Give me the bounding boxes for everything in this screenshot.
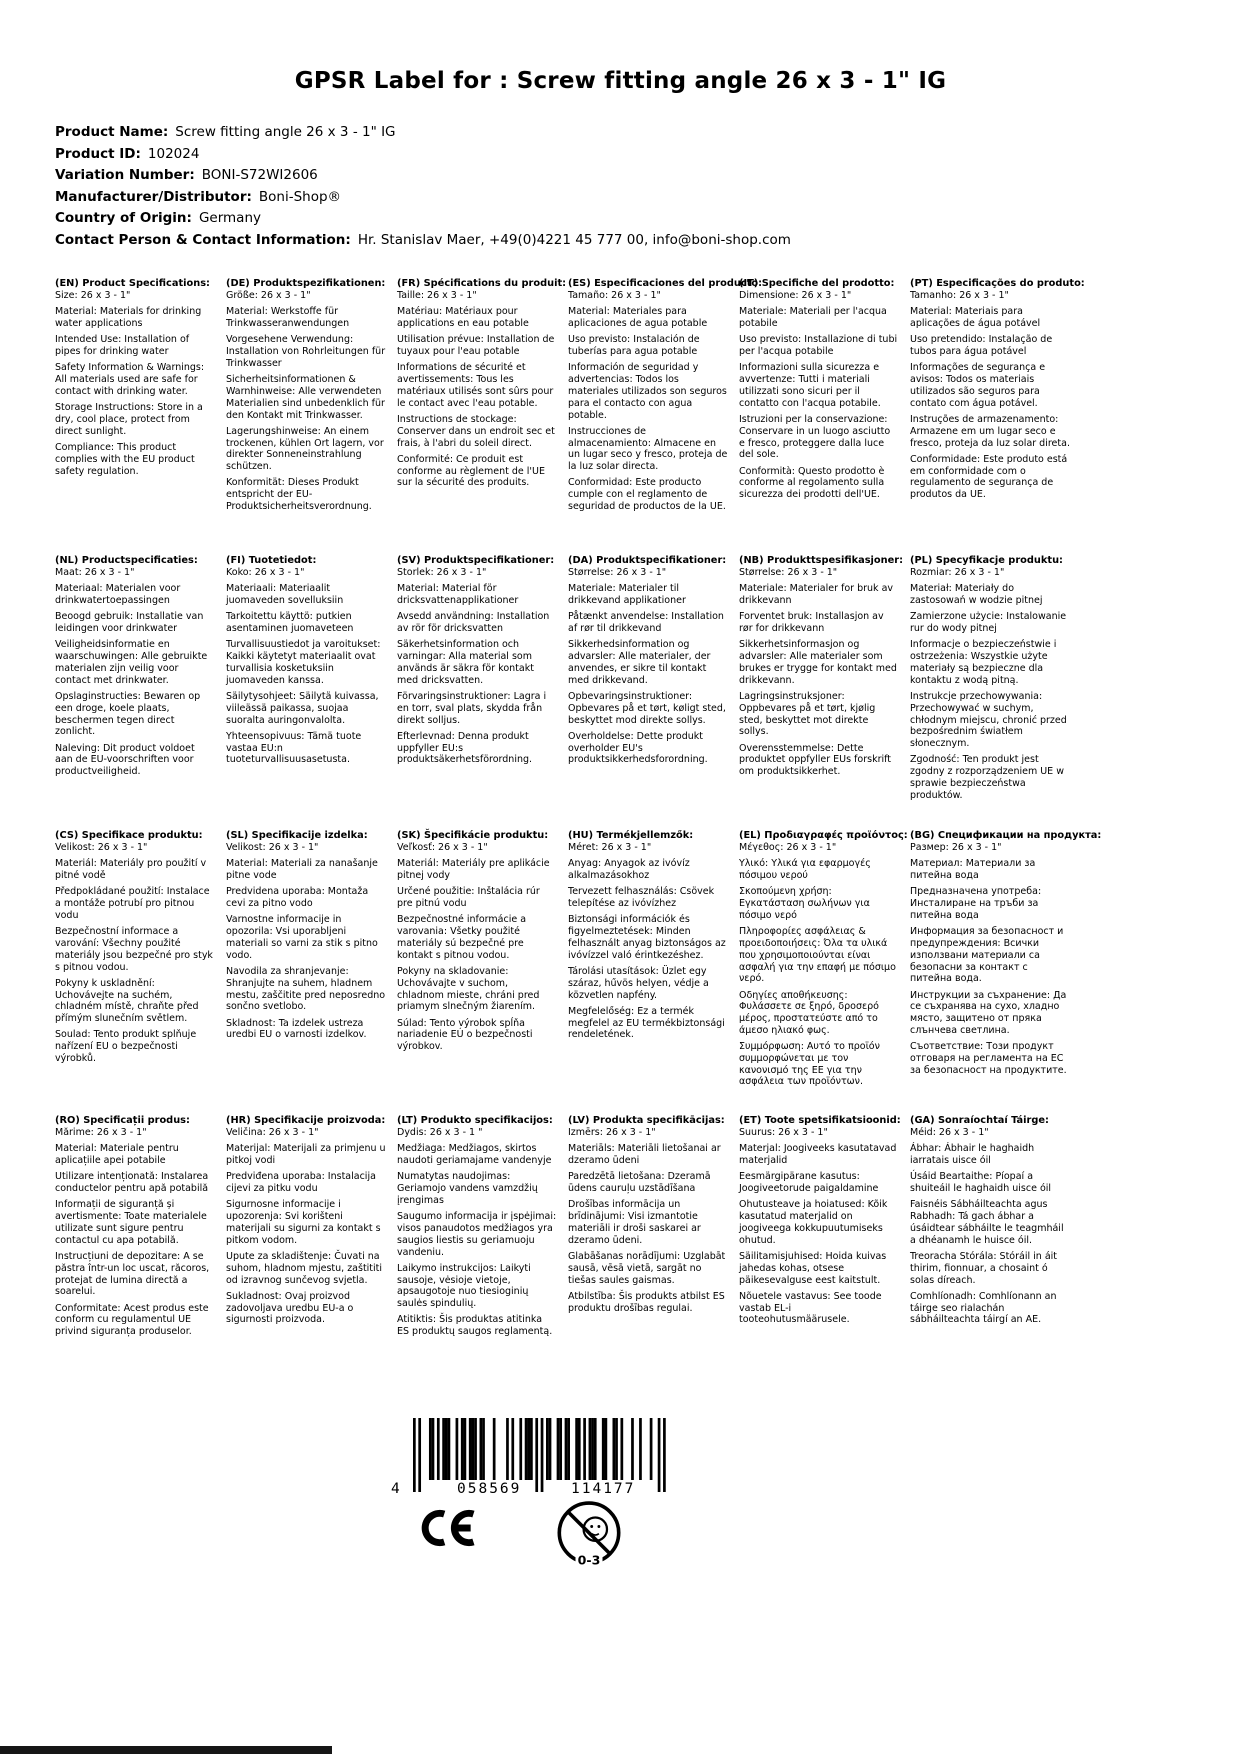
spec-paragraph: Materiāls: Materiāli lietošanai ar dzeramo ūdeni [568,1143,721,1167]
spec-paragraph: Méid: 26 x 3 - 1" [910,1127,989,1139]
spec-section-da [568,555,728,830]
spec-paragraph: Dimensione: 26 x 3 - 1" [739,290,852,302]
spec-paragraph: Instrukcje przechowywania: Przechowywać w suchym, chłodnym miejscu, chronić przed bezpośrednim światłem słonecznym. [910,691,1067,750]
spec-paragraph: Predvidena uporaba: Montaža cevi za pitno vodo [226,886,369,910]
spec-section-it [739,278,899,555]
spec-paragraph: Sikkerhedsinformation og advarsler: Alle materialer, der anvendes, er sikre til kontakt med drikkevand. [568,639,711,686]
spec-heading: (LV) Produkta specifikācijas: [568,1115,725,1126]
spec-heading: (EN) Product Specifications: [55,278,210,289]
spec-paragraph: Úsáid Beartaithe: Píopaí a shuiteáil le haghaidh uisce óil [910,1171,1052,1195]
product-info-row [55,144,955,166]
product-info-row [55,122,955,144]
spec-heading: (DA) Produktspecifikationer: [568,555,727,566]
spec-paragraph: Veľkosť: 26 x 3 - 1" [397,842,488,854]
ean13-barcode [391,1418,666,1497]
age-warning-0-3-icon [553,1494,625,1590]
spec-heading: (ES) Especificaciones del producto: [568,278,763,289]
spec-paragraph: Ábhar: Ábhair le haghaidh iarratais uisce óil [910,1143,1035,1167]
spec-paragraph: Anyag: Anyagok az ivóvíz alkalmazásokhoz [568,858,690,882]
spec-paragraph: Σκοπούμενη χρήση: Εγκατάσταση σωλήνων για πόσιμο νερό [739,886,870,921]
spec-paragraph: Istruzioni per la conservazione: Conservare in un luogo asciutto e fresco, proteggere dalla luce del sole. [739,414,891,461]
spec-section-bg [910,830,1102,1115]
spec-paragraph: Mărime: 26 x 3 - 1" [55,1127,147,1139]
svg-text:0-3: 0-3 [577,1552,601,1568]
spec-paragraph: Größe: 26 x 3 - 1" [226,290,311,302]
product-info-label: Product ID: [55,145,141,162]
spec-paragraph: Opbevaringsinstruktioner: Opbevares på et tørt, køligt sted, beskyttet mod direkte sollys. [568,691,726,726]
spec-paragraph: Pokyny na skladovanie: Uchovávajte v suchom, chladnom mieste, chráni pred priamym slnečným žiarením. [397,966,540,1013]
spec-paragraph: Megfelelőség: Ez a termék megfelel az EU termékbiztonsági rendeletének. [568,1005,725,1041]
spec-section-et [739,1115,899,1338]
spec-heading: (EL) Προδιαγραφές προϊόντος: [739,830,908,841]
spec-paragraph: Förvaringsinstruktioner: Lagra i en torr, sval plats, skydda från direkt solljus. [397,691,547,726]
scan-edge-artifact [0,1746,332,1754]
spec-paragraph: Medžiaga: Medžiagos, skirtos naudoti geriamajame vandenyje [397,1143,552,1167]
spec-section-ga [910,1115,1070,1338]
spec-paragraph: Bezpečnostní informace a varování: Všechny použité materiály jsou bezpečné pro styk s pitnou vodou. [55,926,213,973]
spec-section-ro [55,1115,215,1338]
spec-heading: (LT) Produkto specifikacijos: [397,1115,553,1126]
spec-paragraph: Size: 26 x 3 - 1" [55,290,131,302]
spec-paragraph: Съответствие: Този продукт отговаря на регламента на ЕС за безопасност на продуктите. [910,1041,1067,1076]
spec-paragraph: Nõuetele vastavus: See toode vastab EL-i tooteohutusmäärusele. [739,1290,882,1326]
spec-paragraph: Предназначена употреба: Инсталиране на тръби за питейна вода [910,886,1042,921]
spec-paragraph: Материал: Материали за питейна вода [910,858,1036,882]
spec-paragraph: Informazioni sulla sicurezza e avvertenze: Tutti i materiali utilizzati sono sicuri per il contatto con l'acqua potabile. [739,362,881,409]
spec-paragraph: Určené použitie: Inštalácia rúr pre pitnú vodu [397,886,540,910]
spec-paragraph: Glabāšanas norādījumi: Uzglabāt sausā, vēsā vietā, sargāt no tiešas saules gaismas. [568,1251,726,1286]
product-info-value: BONI-S72WI2606 [201,167,318,183]
spec-paragraph: Soulad: Tento produkt splňuje nařízení EU o bezpečnosti výrobků. [55,1029,197,1064]
spec-paragraph: Eesmärgipärane kasutus: Joogiveetorude paigaldamine [739,1171,879,1195]
spec-paragraph: Instructions de stockage: Conserver dans un endroit sec et frais, à l'abri du soleil direct. [397,414,555,449]
spec-paragraph: Conformité: Ce produit est conforme au règlement de l'UE sur la sécurité des produits. [397,453,545,489]
spec-paragraph: Storage Instructions: Store in a dry, cool place, protect from direct sunlight. [55,402,203,437]
spec-paragraph: Material: Materials for drinking water applications [55,306,202,330]
spec-paragraph: Sukladnost: Ovaj proizvod zadovoljava uredbu EU-a o sigurnosti proizvoda. [226,1290,354,1326]
spec-heading: (CS) Specifikace produktu: [55,830,203,841]
spec-paragraph: Laikymo instrukcijos: Laikyti sausoje, vėsioje vietoje, apsaugotoje nuo tiesioginių saulės spindulių. [397,1262,531,1310]
spec-paragraph: Materiaal: Materialen voor drinkwatertoepassingen [55,583,181,607]
spec-paragraph: Säilytysohjeet: Säilytä kuivassa, viileässä paikassa, suojaa suoralta auringonvalolta. [226,691,379,726]
spec-paragraph: Conformità: Questo prodotto è conforme al regolamento sulla sicurezza dei prodotti dell'UE. [739,465,885,501]
spec-paragraph: Rozmiar: 26 x 3 - 1" [910,567,1005,579]
ce-mark-icon [415,1508,479,1552]
spec-paragraph: Forventet bruk: Installasjon av rør for drikkevann [739,611,884,635]
spec-paragraph: Material: Materiale pentru aplicațiile apei potabile [55,1143,179,1167]
spec-paragraph: Dydis: 26 x 3 - 1 " [397,1127,483,1139]
spec-paragraph: Instrucciones de almacenamiento: Almacene en un lugar seco y fresco, proteja de la luz solar directa. [568,425,728,473]
spec-paragraph: Upute za skladištenje: Čuvati na suhom, hladnom mjestu, zaštititi od izravnog sunčevog svjetla. [226,1251,383,1286]
spec-paragraph: Materjal: Joogiveeks kasutatavad materjalid [739,1143,897,1167]
spec-heading: (SL) Specifikacije izdelka: [226,830,368,841]
spec-paragraph: Sikkerhetsinformasjon og advarsler: Alle materialer som brukes er trygge for kontakt med drikkevann. [739,639,897,686]
spec-paragraph: Conformidad: Este producto cumple con el reglamento de seguridad de productos de la UE. [568,477,726,512]
product-info-value: Germany [198,210,261,226]
product-info-value: 102024 [147,145,200,162]
spec-paragraph: Velikost: 26 x 3 - 1" [226,842,319,854]
spec-paragraph: Materiał: Materiały do zastosowań w wodzie pitnej [910,583,1043,607]
spec-heading: (NL) Productspecificaties: [55,555,198,566]
spec-paragraph: Numatytas naudojimas: Geriamojo vandens vamzdžių įrengimas [397,1171,538,1206]
product-info-value: Hr. Stanislav Maer, +49(0)4221 45 777 00, info@boni-shop.com [357,231,791,248]
spec-paragraph: Material: Material för dricksvattenapplikationer [397,583,519,607]
spec-paragraph: Konformität: Dieses Produkt entspricht der EU-Produktsicherheitsverordnung. [226,477,372,512]
product-info-row [55,230,955,252]
spec-paragraph: Zamierzone użycie: Instalowanie rur do wody pitnej [910,611,1067,635]
spec-paragraph: Размер: 26 x 3 - 1" [910,842,1002,854]
spec-paragraph: Paredzētā lietošana: Dzeramā ūdens cauruļu uzstādīšana [568,1171,711,1195]
spec-heading: (FI) Tuotetiedot: [226,555,317,566]
spec-paragraph: Izmērs: 26 x 3 - 1" [568,1127,656,1139]
spec-paragraph: Tervezett felhasználás: Csövek telepítése az ivóvízhez [568,886,715,910]
spec-section-sv [397,555,557,830]
product-info-label: Country of Origin: [55,210,192,226]
spec-section-hr [226,1115,386,1338]
spec-section-es [568,278,763,555]
spec-paragraph: Navodila za shranjevanje: Shranjujte na suhem, hladnem mestu, zaščitite pred neposredno sončno svetlobo. [226,966,386,1013]
spec-paragraph: Material: Materiali za nanašanje pitne vode [226,858,378,882]
spec-paragraph: Materiaali: Materiaalit juomaveden sovelluksiin [226,583,344,607]
spec-paragraph: Bezpečnostné informácie a varovania: Všetky použité materiály sú bezpečné pre kontakt s pitnou vodou. [397,914,527,961]
spec-paragraph: Overholdelse: Dette produkt overholder EU's produktsikkerhedsforordning. [568,730,708,766]
spec-paragraph: Materiál: Materiály pre aplikácie pitnej vody [397,858,550,882]
spec-paragraph: Tarkoitettu käyttö: putkien asentaminen juomaveteen [226,611,354,635]
product-info-value: Screw fitting angle 26 x 3 - 1" IG [175,124,396,140]
spec-heading: (GA) Sonraíochtaí Táirge: [910,1115,1049,1126]
spec-paragraph: Tamanho: 26 x 3 - 1" [910,290,1009,302]
spec-paragraph: Οδηγίες αποθήκευσης: Φυλάσσετε σε ξηρό, δροσερό μέρος, προστατεύστε από το άμεσο ηλιακό φως. [739,989,879,1036]
spec-paragraph: Varnostne informacije in opozorila: Vsi uporabljeni materiali so varni za stik s pitno vodo. [226,914,378,961]
spec-paragraph: Инструкции за съхранение: Да се съхранява на сухо, хладно място, защитено от пряка слънчева светлина. [910,989,1067,1036]
spec-paragraph: Säilitamisjuhised: Hoida kuivas jahedas kohas, otsese päikesevalguse eest kaitstult. [739,1251,887,1286]
spec-heading: (SK) Špecifikácie produktu: [397,830,549,841]
spec-paragraph: Storlek: 26 x 3 - 1" [397,567,487,579]
spec-paragraph: Maat: 26 x 3 - 1" [55,567,135,579]
spec-heading: (RO) Specificații produs: [55,1115,190,1126]
page-title: GPSR Label for : Screw fitting angle 26 x 3 - 1" IG [294,68,947,94]
spec-paragraph: Compliance: This product complies with the EU product safety regulation. [55,442,195,477]
spec-paragraph: Atitiktis: Šis produktas atitinka ES produktų saugos reglamentą. [397,1314,553,1338]
spec-paragraph: Instruções de armazenamento: Armazene em um lugar seco e fresco, proteja da luz solar direta. [910,414,1070,449]
spec-heading: (NB) Produkttspesifikasjoner: [739,555,903,566]
spec-paragraph: Biztonsági információk és figyelmeztetések: Minden felhasznált anyag biztonságos az ivóvízzel való érintkezéshez. [568,914,726,961]
spec-paragraph: Suurus: 26 x 3 - 1" [739,1127,828,1139]
spec-section-en [55,278,215,555]
spec-paragraph: Taille: 26 x 3 - 1" [397,290,477,302]
spec-section-sl [226,830,386,1115]
spec-paragraph: Materiale: Materiali per l'acqua potabile [739,306,887,330]
spec-section-pt [910,278,1085,555]
spec-paragraph: Materiál: Materiály pro použití v pitné vodě [55,858,207,882]
spec-paragraph: Størrelse: 26 x 3 - 1" [739,567,838,579]
spec-paragraph: Påtænkt anvendelse: Installation af rør til drikkevand [568,611,724,635]
product-info-row [55,165,955,187]
spec-paragraph: Naleving: Dit product voldoet aan de EU-voorschriften voor productveiligheid. [55,742,195,778]
spec-paragraph: Předpokládané použití: Instalace a montáže potrubí pro pitnou vodu [55,886,210,921]
spec-paragraph: Materiale: Materialer til drikkevand applikationer [568,583,686,607]
spec-paragraph: Comhlíonadh: Comhlíonann an táirge seo rialachán sábháilteachta táirgí an AE. [910,1290,1057,1326]
product-info-row [55,208,955,230]
spec-paragraph: Beoogd gebruik: Installatie van leidingen voor drinkwater [55,611,204,635]
spec-paragraph: Instrucțiuni de depozitare: A se păstra într-un loc uscat, răcoros, protejat de lumina directă a soarelui. [55,1251,210,1298]
spec-paragraph: Conformitate: Acest produs este conform cu regulamentul UE privind siguranța produselor. [55,1302,209,1338]
spec-paragraph: Veiligheidsinformatie en waarschuwingen: Alle gebruikte materialen zijn veilig voor contact met drinkwater. [55,639,208,686]
product-info-label: Manufacturer/Distributor: [55,188,252,205]
spec-section-lt [397,1115,557,1338]
spec-section-de [226,278,386,555]
spec-paragraph: Lagerungshinweise: An einem trockenen, kühlen Ort lagern, vor direkter Sonneneinstrahlung schützen. [226,425,384,473]
spec-paragraph: Utilisation prévue: Installation de tuyaux pour l'eau potable [397,334,555,358]
spec-paragraph: Sigurnosne informacije i upozorenja: Svi korišteni materijali su sigurni za kontakt s pitkom vodom. [226,1199,381,1246]
spec-paragraph: Uso pretendido: Instalação de tubos para água potável [910,334,1053,358]
barcode-digit-left: 4 [391,1481,400,1497]
product-info-value: Boni-Shop® [258,188,342,205]
spec-heading: (ET) Toote spetsifikatsioonid: [739,1115,901,1126]
spec-section-cs [55,830,215,1115]
spec-paragraph: Safety Information & Warnings: All materials used are safe for contact with drinking water. [55,362,205,397]
spec-paragraph: Intended Use: Installation of pipes for drinking water [55,334,190,358]
spec-heading: (HU) Termékjellemzők: [568,830,694,841]
spec-paragraph: Saugumo informacija ir įspėjimai: visos panaudotos medžiagos yra saugios liestis su geriamuoju vandeniu. [397,1211,557,1258]
spec-paragraph: Materiale: Materialer for bruk av drikkevann [739,583,894,607]
product-info-label: Contact Person & Contact Information: [55,231,351,248]
barcode-digit-group1: 058569 [457,1481,522,1497]
spec-paragraph: Πληροφορίες ασφάλειας & προειδοποιήσεις: Όλα τα υλικά που χρησιμοποιούνται είναι ασφαλή για την επαφή με πόσιμο νερό. [739,926,896,985]
spec-paragraph: Méret: 26 x 3 - 1" [568,842,652,854]
spec-section-pl [910,555,1070,830]
spec-paragraph: Informații de siguranță și avertismente: Toate materialele utilizate sunt sigure pentru contactul cu apa potabilă. [55,1199,207,1246]
spec-section-sk [397,830,557,1115]
spec-paragraph: Velikost: 26 x 3 - 1" [55,842,148,854]
spec-heading: (PL) Specyfikacje produktu: [910,555,1063,566]
spec-paragraph: Información de seguridad y advertencias: Todos los materiales utilizados son seguros para el contacto con agua potable. [568,362,727,421]
spec-paragraph: Veličina: 26 x 3 - 1" [226,1127,319,1139]
product-info-label: Product Name: [55,124,169,140]
spec-section-nb [739,555,903,830]
product-info [55,122,955,251]
spec-paragraph: Информация за безопасност и предупреждения: Всички използвани материали са безопасни за контакт с питейна вода. [910,926,1064,985]
spec-paragraph: Informations de sécurité et avertissements: Tous les matériaux utilisés sont sûrs pour le contact avec l'eau potable. [397,362,554,409]
spec-paragraph: Treoracha Stórála: Stóráil in áit thirim, fionnuar, a chosaint ó solas díreach. [910,1251,1058,1286]
spec-paragraph: Størrelse: 26 x 3 - 1" [568,567,667,579]
spec-paragraph: Atbilstība: Šis produkts atbilst ES produktu drošības regulai. [568,1290,725,1314]
spec-paragraph: Predviđena uporaba: Instalacija cijevi za pitku vodu [226,1171,376,1195]
spec-paragraph: Material: Materiais para aplicações de água potável [910,306,1041,330]
spec-paragraph: Drošības informācija un brīdinājumi: Visi izmantotie materiāli ir droši saskarei ar dzeramo ūdeni. [568,1199,701,1246]
spec-paragraph: Zgodność: Ten produkt jest zgodny z rozporządzeniem UE w sprawie bezpieczeństwa produktów. [910,754,1064,801]
spec-paragraph: Material: Werkstoffe für Trinkwasseranwendungen [226,306,350,330]
spec-paragraph: Utilizare intenționată: Instalarea conductelor pentru apă potabilă [55,1171,209,1195]
spec-paragraph: Συμμόρφωση: Αυτό το προϊόν συμμορφώνεται με τον κανονισμό της ΕΕ για την ασφάλεια των προϊόντων. [739,1041,880,1088]
spec-paragraph: Materijal: Materijali za primjenu u pitkoj vodi [226,1143,386,1167]
spec-paragraph: Koko: 26 x 3 - 1" [226,567,305,579]
spec-paragraph: Lagringsinstruksjoner: Oppbevares på et tørt, kjølig sted, beskyttet mot direkte sollys. [739,691,876,738]
product-info-label: Variation Number: [55,167,195,183]
spec-paragraph: Informacje o bezpieczeństwie i ostrzeżenia: Wszystkie użyte materiały są bezpieczne dla kontaktu z wodą pitną. [910,639,1057,686]
spec-paragraph: Yhteensopivuus: Tämä tuote vastaa EU:n tuoteturvallisuusasetusta. [226,730,362,766]
spec-paragraph: Informações de segurança e avisos: Todos os materiais utilizados são seguros para contato com água potável. [910,362,1046,409]
spec-paragraph: Tárolási utasítások: Üzlet egy száraz, hűvös helyen, védje a közvetlen napfény. [568,966,709,1001]
spec-paragraph: Faisnéis Sábháilteachta agus Rabhadh: Tá gach ábhar a úsáidtear sábháilte le teagmháil a dhéanamh le huisce óil. [910,1199,1064,1246]
spec-heading: (HR) Specifikacije proizvoda: [226,1115,386,1126]
spec-paragraph: Efterlevnad: Denna produkt uppfyller EU:s produktsäkerhetsförordning. [397,730,533,766]
spec-heading: (BG) Спецификации на продукта: [910,830,1102,841]
barcode-digit-group2: 114177 [571,1481,636,1497]
spec-paragraph: Matériau: Matériaux pour applications en eau potable [397,306,529,330]
spec-section-fr [397,278,567,555]
spec-section-lv [568,1115,728,1338]
spec-section-el [739,830,908,1115]
spec-paragraph: Ohutusteave ja hoiatused: Kõik kasutatud materjalid on joogiveega kokkupuutumiseks ohutud. [739,1199,888,1246]
spec-heading: (DE) Produktspezifikationen: [226,278,386,289]
spec-heading: (IT) Specifiche del prodotto: [739,278,895,289]
spec-section-fi [226,555,386,830]
spec-paragraph: Sicherheitsinformationen & Warnhinweise: Alle verwendeten Materialien sind unbedenklich für den Kontakt mit Trinkwasser. [226,374,385,421]
spec-paragraph: Uso previsto: Instalación de tuberías para agua potable [568,334,700,358]
spec-paragraph: Tamaño: 26 x 3 - 1" [568,290,661,302]
spec-section-nl [55,555,215,830]
spec-paragraph: Turvallisuustiedot ja varoitukset: Kaikki käytetyt materiaalit ovat turvallisia kosketuksiin juomaveden kanssa. [226,639,381,686]
spec-section-hu [568,830,728,1115]
product-info-row [55,187,955,209]
spec-paragraph: Overensstemmelse: Dette produktet oppfyller EUs forskrift om produktsikkerhet. [739,742,892,778]
spec-paragraph: Avsedd användning: Installation av rör för dricksvatten [397,611,550,635]
spec-grid [55,278,1102,1338]
spec-paragraph: Conformidade: Este produto está em conformidade com o regulamento de segurança de produtos da UE. [910,453,1068,501]
spec-paragraph: Opslaginstructies: Bewaren op een droge, koele plaats, beschermen tegen direct zonlicht. [55,691,201,738]
spec-paragraph: Vorgesehene Verwendung: Installation von Rohrleitungen für Trinkwasser [226,334,386,369]
spec-paragraph: Υλικό: Υλικά για εφαρμογές πόσιμου νερού [739,858,871,882]
spec-paragraph: Material: Materiales para aplicaciones de agua potable [568,306,708,330]
spec-paragraph: Skladnost: Ta izdelek ustreza uredbi EU o varnosti izdelkov. [226,1017,367,1041]
spec-paragraph: Súlad: Tento výrobok spĺňa nariadenie EÚ o bezpečnosti výrobkov. [397,1017,533,1053]
spec-heading: (PT) Especificações do produto: [910,278,1085,289]
spec-heading: (SV) Produktspecifikationer: [397,555,555,566]
spec-paragraph: Säkerhetsinformation och varningar: Alla material som används är säkra för kontakt med dricksvatten. [397,639,534,686]
spec-heading: (FR) Spécifications du produit: [397,278,567,289]
spec-paragraph: Uso previsto: Installazione di tubi per l'acqua potabile [739,334,898,358]
spec-paragraph: Pokyny k uskladnění: Uchovávejte na suchém, chladném místě, chraňte před přímým slunečním světlem. [55,977,199,1025]
spec-paragraph: Μέγεθος: 26 x 3 - 1" [739,842,837,854]
